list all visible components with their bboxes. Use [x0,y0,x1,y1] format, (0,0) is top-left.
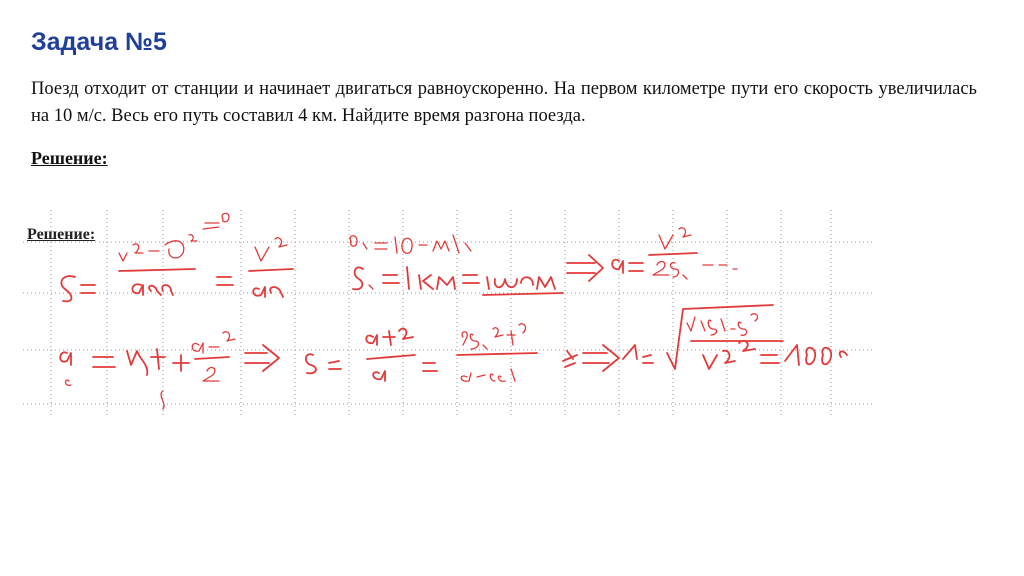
slide-title: Задача №5 [31,28,167,56]
handwritten-solution-board [23,205,873,420]
dotted-grid [23,205,873,420]
solution-heading: Решение: [31,148,108,168]
handwritten-formulas [60,213,847,409]
problem-statement: Поезд отходит от станции и начинает двигаться равноускоренно. На первом километре пути его скорость увеличилась на 10 м/с. Весь его путь составил 4 км. Найдите время разгона поезда. [31,79,977,126]
board-solution-label: Решение: [27,226,96,243]
